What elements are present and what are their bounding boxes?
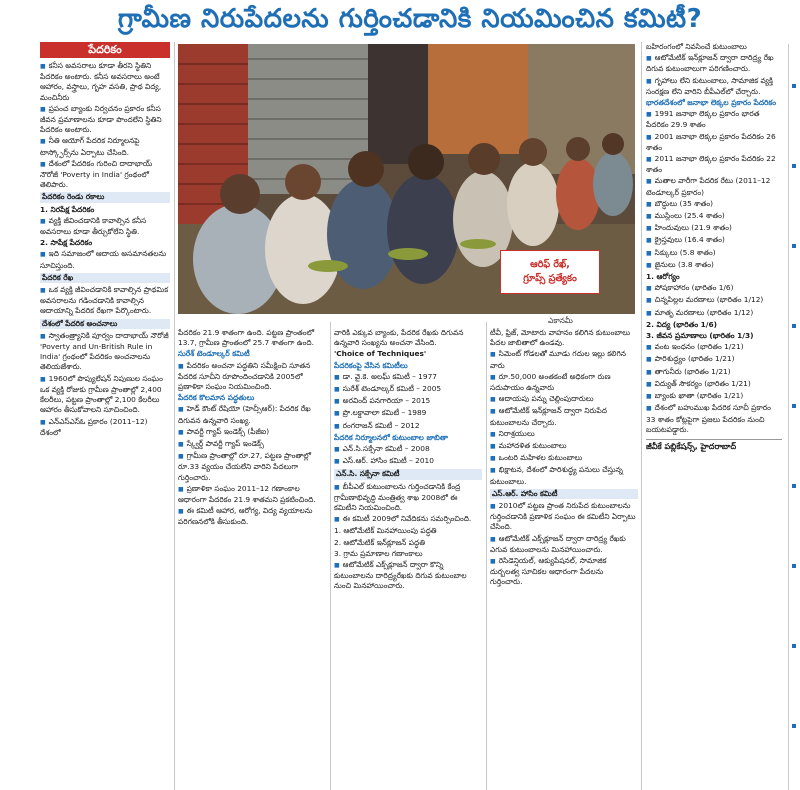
list-item: ■ గృహాలు లేని కుటుంబాలు, సామాజిక వ్యక్తి సంరక్షణ లేని వారిని బీపీఎల్‌లో చేర్చారు. (646, 76, 782, 97)
list-item: ■ ఆటోమేటిక్ ఇన్‌క్లూజన్ ద్వారా నిరుపేద కుటుంబాలను చేర్చారు. (490, 406, 638, 427)
paragraph: ■ బీపీఎల్ కుటుంబాలను గుర్తించడానికి కేంద్ర గ్రామీణాభివృద్ధి మంత్రిత్వ శాఖ 2008లో ఈ కమిటీని నియమించింది. (334, 482, 482, 514)
list-item: ■ జైనులు (3.8 శాతం) (646, 260, 782, 271)
list-item: 3. గ్రామ ప్రమాణాల గణాంకాలు (334, 548, 423, 558)
column-divider (641, 42, 642, 790)
list-item: ■ గ్రామీణ ప్రాంతాల్లో రూ.27, పట్టణ ప్రాంతాల్లో రూ.33 వ్యయం చేయలేని వారిని పేదలుగా గుర్తించారు. (178, 451, 326, 483)
subheading: సురేశ్ టెండూల్కర్ కమిటీ (178, 349, 250, 359)
paragraph: ■ ఇది సమాజంలో ఆదాయ అసమానతలను సూచిస్తుంది. (40, 249, 170, 270)
paragraph: టీవీ, ఫ్రిజ్, మోటారు వాహనం కలిగిన కుటుంబాలు పేదల జాబితాలో ఉండవు. (490, 328, 631, 348)
section-tag: పేదరికం (40, 42, 170, 58)
list-item: ■ ఎన్.సి.సక్సేనా కమిటీ – 2008 (334, 444, 482, 455)
paragraph: వారికి ఎక్కువ బ్యాంకు, పేదరిక రేఖకు దిగువన ఉన్నవారి సంఖ్యను అంచనా వేసింది. (334, 328, 464, 348)
bullet-icon (792, 564, 796, 568)
list-item: ■ సురేశ్ టెండూల్కర్ కమిటీ – 2005 (334, 384, 482, 395)
list-item: ■ ముస్లింలు (25.4 శాతం) (646, 211, 782, 222)
subheading: పేదరిక నిర్మూలనలో కుటుంబాల జాబితా (334, 432, 448, 442)
list-item: ■ రూ.50,000 అంతకంటే అధికంగా రుణ సదుపాయం ఉన్నవారు (490, 372, 638, 393)
list-item: ■ డా. వై.కె. అలఘ్ కమిటీ – 1977 (334, 372, 482, 383)
paragraph: ■ భిక్షాటన, దేశంలో పారిశుద్ధ్య పనులు చేస్తున్న కుటుంబాలు. (490, 465, 638, 486)
list-item: ■ పారిశుద్ధ్యం (భారితం 1/21) (646, 354, 782, 365)
list-item: 2. ఆటోమేటిక్ ఇన్‌క్లూజన్ పద్ధతి (334, 537, 425, 547)
paragraph: బహిరంగంలో నివసించే కుటుంబాలు (646, 42, 747, 51)
list-item: ■ పోషకాహారం (భారితం 1/6) (646, 283, 782, 294)
paragraph: ■ వ్యక్తి జీవించడానికి కావాల్సిన కనీస అవసరాలు కూడా తీర్చుకోలేని స్థితి. (40, 216, 170, 237)
list-item: ■ నిరాశ్రయులు (490, 429, 638, 440)
section-heading: ఎన్.సి. సక్సేనా కమిటీ (334, 469, 482, 479)
adjacent-page-edge (788, 44, 800, 790)
list-item: ■ చిన్నపిల్లల మరణాలు (భారితం 1/12) (646, 295, 782, 306)
list-item: ■ వంట ఇంధనం (భారితం 1/21) (646, 342, 782, 353)
list-item: ■ రంగరాజన్ కమిటీ – 2012 (334, 421, 482, 432)
bullet-icon (792, 244, 796, 248)
list-item: ■ ఆటోమేటిక్ ఇన్‌క్లూజన్ ద్వారా దారిద్ర్య రేఖ దిగువ కుటుంబాలుగా పరిగణించారు. (646, 53, 782, 74)
section-label: ఎకానమీ (548, 316, 573, 325)
list-item: ■ విద్యుత్ సౌకర్యం (భారితం 1/21) (646, 379, 782, 390)
list-item: ■ పావర్టీ గ్యాప్ ఇండెక్స్ (పీజీఐ) (178, 427, 326, 438)
list-item: ■ ఆదాయపు పన్ను చెల్లింపుదారులు (490, 394, 638, 405)
subheading: 2. సాపేక్ష పేదరికం (40, 238, 93, 248)
byline-name: ఆరిఫ్ రేఖ్, (530, 259, 570, 270)
column-5 (646, 42, 782, 790)
paragraph: ■ రెసిడెన్షియల్, ఆక్యుపేషనల్, సామాజిక దుర్బలత్వ సూచికల ఆధారంగా పేదలను గుర్తించారు. (490, 556, 638, 588)
list-item: ■ సిక్కులు (5.8 శాతం) (646, 248, 782, 259)
section-heading: ఎస్.ఆర్. హాసిం కమిటీ (490, 489, 638, 499)
column-divider (486, 322, 487, 790)
section-heading: పేదరిక రేఖ (40, 273, 170, 283)
bullet-icon (792, 724, 796, 728)
paragraph: ■ కనీస అవసరాలు కూడా తీరని స్థితిని పేదరికం అంటారు. కనీస అవసరాలు అంటే ఆహారం, వస్త్రాలు, గృహ వసతి, ప్రాథ విద్య, మంచినీరు (40, 61, 170, 103)
subheading: పేదరిక కొలమాన పద్ధతులు (178, 393, 255, 403)
paragraph: ■ ప్రపంచ బ్యాంకు నిర్వచనం ప్రకారం కనీస జీవన ప్రమాణాలను కూడా పొందలేని స్థితిని పేదరికం అంటారు. (40, 104, 170, 136)
subheading: 1. నిరపేక్ష పేదరికం (40, 204, 95, 214)
paragraph: ■ స్వాతంత్ర్యానికి పూర్వం దాదాభాయ్ నౌరోజీ 'Poverty and Un-British Rule in India' గ్రంథంలో పేదరికం అంచనాలను తెలియజేశారు. (40, 331, 170, 373)
paragraph: ■ దేశంలో పేదరికం గురించి దాదాభాయ్ నౌరోజీ 'Poverty in India' గ్రంథంలో తెలిపారు. (40, 159, 170, 191)
subheading: 1. ఆరోగ్యం (646, 272, 680, 282)
column-1 (40, 42, 170, 790)
list-item: ■ తాగునీరు (భారితం 1/21) (646, 367, 782, 378)
column-4 (490, 328, 638, 790)
paragraph: ■ మతాల వారీగా పేదరిక రేటు (2011–12 టెండూల్కర్ ప్రకారం) (646, 176, 782, 197)
list-item: ■ హిందువులు (21.9 శాతం) (646, 223, 782, 234)
column-2 (178, 328, 326, 790)
list-item: ■ 2011 జనాభా లెక్కల ప్రకారం పేదరికం 22 శాతం (646, 154, 782, 175)
section-heading: దేశంలో పేదరిక అంచనాలు (40, 319, 170, 329)
list-item: ■ క్రైస్తవులు (16.4 శాతం) (646, 235, 782, 246)
subheading: భారతదేశంలో జనాభా లెక్కల ప్రకారం పేదరికం (646, 98, 777, 108)
paragraph: ■ 1960లో పొప్యులేషన్ నిపుణుల సంఘం ఒక వ్యక్తి రోజుకు గ్రామీణ ప్రాంతాల్లో 2,400 కేలరీలు, పట్టణ ప్రాంతాల్లో 2,100 కేలరీలు ఆహారం తీసుకోవాలని సూచించింది. (40, 374, 170, 416)
list-item: ■ సిమెంట్ గోడలతో మూడు గదుల ఇల్లు కలిగిన వారు (490, 349, 638, 370)
publisher-credit: జీవీకే పబ్లికేషన్స్, హైదరాబాద్ (646, 439, 782, 452)
paragraph: ■ ఒక వ్యక్తి జీవించడానికి కావాల్సిన ప్రాథమిక అవసరాలను గడించడానికి కావాల్సిన ఆదాయాన్ని పేదరిక రేఖగా పేర్కొంటారు. (40, 285, 170, 317)
list-item: ■ అరవింద్ పనగారియా – 2015 (334, 396, 482, 407)
list-item: ■ స్క్వేర్డ్ పావర్టీ గ్యాప్ ఇండెక్స్ (178, 439, 326, 450)
list-item: 1. ఆటోమేటిక్ మినహాయింపు పద్ధతి (334, 526, 437, 536)
paragraph: ■ ఎన్ఎస్ఎస్ఓ ప్రకారం (2011–12) దేశంలో (40, 417, 170, 438)
column-3 (334, 328, 482, 790)
paragraph: ■ 2010లో పట్టణ ప్రాంత నిరుపేద కుటుంబాలను గుర్తించడానికి ప్రణాళిక సంఘం ఈ కమిటీని ఏర్పాటు చేసింది. (490, 501, 638, 533)
paragraph: ■ ఆటోమేటిక్ ఎక్స్‌క్లూజన్ ద్వారా దారిద్ర్య రేఖకు ఎగువ కుటుంబాలను మినహాయించారు. (490, 534, 638, 555)
section-heading: పేదరికం రెండు రకాలు (40, 192, 170, 202)
list-item: ■ బ్యాంకు ఖాతా (భారితం 1/21) (646, 391, 782, 402)
paragraph: ■ ఈ కమిటీ 2009లో నివేదికను సమర్పించింది. (334, 514, 482, 525)
bullet-icon (792, 644, 796, 648)
list-item: ■ బౌద్ధులు (35 శాతం) (646, 199, 782, 210)
paragraph: ■ నీతి ఆయోగ్ పేదరిక నిర్మూలనపై టాస్క్ఫోర్స్‌ను ఏర్పాటు చేసింది. (40, 136, 170, 157)
byline-box (500, 250, 600, 294)
list-item: ■ మహాదళిత కుటుంబాలు (490, 441, 638, 452)
list-item: ■ 2001 జనాభా లెక్కల ప్రకారం పేదరికం 26 శాతం (646, 132, 782, 153)
byline-desc: గ్రూప్స్ ప్రత్యేకం (523, 273, 577, 284)
bullet-icon (792, 164, 796, 168)
bullet-icon (792, 484, 796, 488)
paragraph: పేదరికం 21.9 శాతంగా ఉంది. పట్టణ ప్రాంతంలో 13.7, గ్రామీణ ప్రాంతంలో 25.7 శాతంగా ఉంది. (178, 328, 315, 348)
list-item: ■ ప్రొ.లక్డావాలా కమిటీ – 1989 (334, 408, 482, 419)
list-item: ■ ఎస్.ఆర్. హాసిం కమిటీ – 2010 (334, 456, 482, 467)
subheading: 3. జీవన ప్రమాణాలు (భారితం 1/3) (646, 331, 754, 341)
list-item: ■ హెడ్ కౌంట్ రేషియో (హెచ్సీఆర్): పేదరిక రేఖ దిగువన ఉన్నవారి సంఖ్య. (178, 404, 326, 425)
subheading: పేదరికంపై వేసిన కమిటీలు (334, 360, 408, 370)
list-item: ■ ప్రణాళికా సంఘం 2011–12 గణాంకాల ఆధారంగా పేదరికం 21.9 శాతమని ప్రకటించింది. (178, 484, 326, 505)
column-divider (174, 42, 175, 790)
list-item: ■ ఒంటరి మహిళల కుటుంబాలు (490, 453, 638, 464)
paragraph: ■ దేశంలో బహుముఖ పేదరిక సూచీ ప్రకారం 33 శాతం కోట్లపైగా ప్రజలు పేదరికం నుంచి బయటపడ్డారు. (646, 403, 782, 435)
quote: 'Choice of Techniques' (334, 349, 427, 359)
paragraph: ■ ఈ కమిటీ ఆహార, ఆరోగ్య, విద్య వ్యయాలను పరిగణనలోకి తీసుకుంది. (178, 506, 326, 527)
bullet-icon (792, 84, 796, 88)
headline: గ్రామీణ నిరుపేదలను గుర్తించడానికి నియమించిన కమిటీ? (117, 4, 703, 34)
column-divider (330, 322, 331, 790)
bullet-icon (792, 404, 796, 408)
list-item: ■ మాతృ మరణాలు (భారితం 1/12) (646, 308, 782, 319)
subheading: 2. విద్య (భారితం 1/6) (646, 319, 718, 329)
paragraph: ■ పేదరికం అంచనా పద్ధతిని సమీక్షించి సూతన పేదరిక సూచీని రూపొందించడానికి 2005లో ప్రణాళికా సంఘం నియమించింది. (178, 361, 326, 393)
paragraph: ■ ఆటోమేటిక్ ఎక్స్‌క్లూజన్ ద్వారా కొన్ని కుటుంబాలను దారిద్ర్యరేఖకు దిగువ కుటుంబాల నుంచి మినహాయించారు. (334, 560, 482, 592)
list-item: ■ 1991 జనాభా లెక్కల ప్రకారం భారత పేదరికం 29.9 శాతం (646, 109, 782, 130)
bullet-icon (792, 324, 796, 328)
